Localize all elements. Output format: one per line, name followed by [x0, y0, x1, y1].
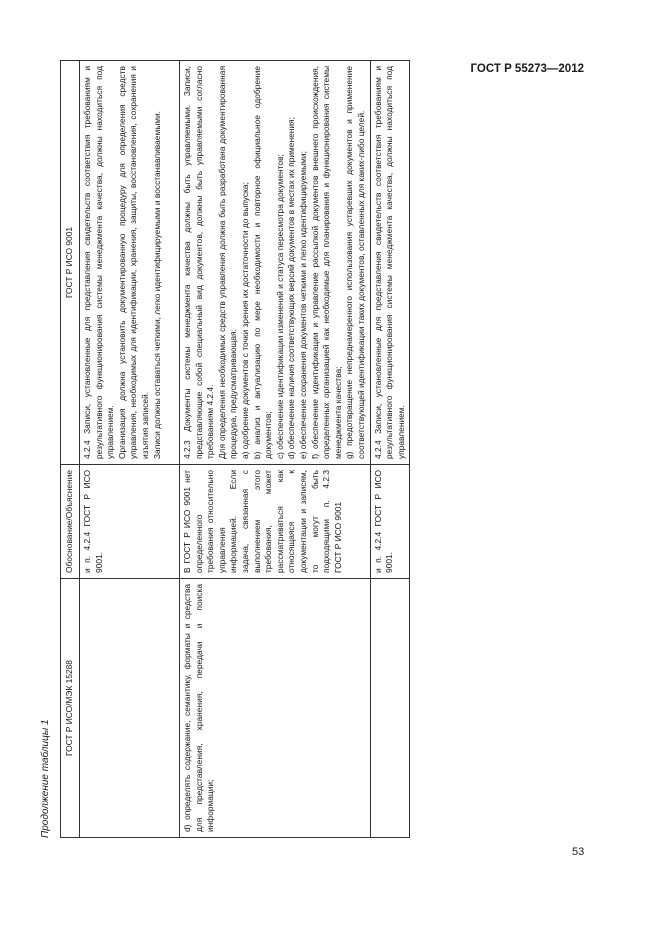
list-item: b) анализ и актуализацию по мере необходимости и повторное официальное одобрение документов; — [251, 66, 274, 459]
cell-justification: В ГОСТ Р ИСО 9001 нет определенного требования относительно управления информацией. Если задача, связанная с выполнением этого требования, может рассматриваться как относящаяся к документации и записям, то могут быть подходящими п. 4.2.3 ГОСТ Р ИСО 9001 — [180, 465, 371, 579]
column-header-justification: Обоснование/Объяснение — [61, 465, 80, 579]
table-header-row — [61, 61, 80, 838]
column-header-iso-iec-15288: ГОСТ Р ИСО/МЭК 15288 — [61, 579, 80, 838]
cell-15288 — [80, 579, 180, 838]
list-item: g) предотвращение непреднамеренного использования устаревших документов и применение соответствующей идентификации таких документов, оставленных для каких-либо целей. — [344, 66, 366, 459]
cell-9001 — [80, 61, 180, 465]
table-row — [180, 61, 371, 838]
paragraph: 4.2.4 Записи, установленные для представления свидетельств соответствия требованиям и результативного функционирования системы менеджмента качества, должны находиться под управлением. — [82, 66, 116, 459]
column-header-iso-9001: ГОСТ Р ИСО 9001 — [61, 61, 80, 465]
list-item: d) обеспечение наличия соответствующих версий документов в местах их применения; — [286, 117, 297, 459]
cell-9001 — [180, 61, 371, 465]
cell-9001 — [370, 61, 410, 465]
cell-justification: и п. 4.2.4 ГОСТ Р ИСО 9001. — [80, 465, 180, 579]
cell-15288: d) определять содержание, семантику, форматы и средства для представления, хранения, передачи и поиска информации; — [180, 579, 371, 838]
paragraph: 4.2.4 Записи, установленные для представления свидетельств соответствия требованиям и результативного функционирования системы менеджмента качества, должны находиться под управлением. — [372, 66, 406, 459]
table-caption: Продолжение таблицы 1 — [40, 719, 51, 838]
list-item: a) одобрение документов с точки зрения их достаточности до выпуска; — [239, 182, 250, 459]
paragraph: Для определения необходимых средств управления должна быть разработана документированная процедура, предусматривающая: — [216, 66, 239, 459]
list-item: f) обеспечение идентификации и управление рассылкой документов внешнего происхождения, определенных организацией как необходимые для планирования и функционирования системы менеджмента качества; — [309, 66, 343, 459]
paragraph: Организация должна установить документированную процедуру для определения средств управления, необходимых для идентификации, хранения, защиты, восстановления, сохранения и изъятия записей. — [116, 66, 150, 459]
cell-justification: и п. 4.2.4 ГОСТ Р ИСО 9001. — [370, 465, 410, 579]
list-item: c) обеспечение идентификации изменений и статуса пересмотра документов; — [274, 154, 285, 459]
paragraph: 4.2.3 Документы системы менеджмента качества должны быть управляемыми. Записи, представляющие собой специальный вид документов, должны быть управляемыми согласно требованиям 4.2.4. — [182, 66, 216, 459]
document-header: ГОСТ Р 55273—2012 — [470, 63, 584, 75]
paragraph: Записи должны оставаться четкими, легко идентифицируемыми и восстанавливаемыми. — [151, 111, 162, 459]
cell-15288 — [370, 579, 410, 838]
list-item: e) обеспечение сохранения документов четкими и легко идентифицируемыми; — [297, 151, 308, 459]
table-row — [370, 61, 410, 838]
page-number: 53 — [572, 846, 585, 858]
table-row — [80, 61, 180, 838]
comparison-table — [60, 60, 410, 838]
